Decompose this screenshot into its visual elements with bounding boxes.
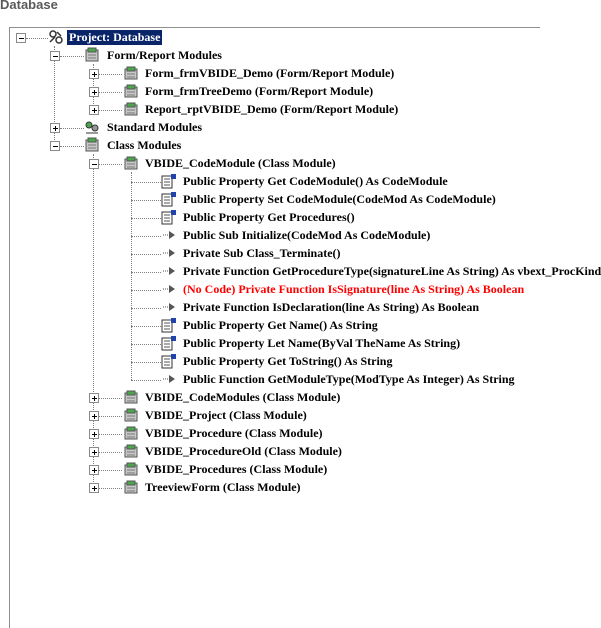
class-modules-collapse-toggle[interactable] [50,141,60,151]
codemodule-label[interactable]: VBIDE_CodeModule (Class Module) [145,156,336,170]
tree-connector [131,218,161,219]
class-module-expand-toggle[interactable] [89,483,99,493]
tree-connector [131,326,161,327]
class-module-expand-toggle[interactable] [89,429,99,439]
property-icon [161,173,177,189]
property-icon [161,317,177,333]
method-icon [161,227,177,243]
class-module-icon [123,407,139,423]
form-modules-collapse-toggle[interactable] [50,51,60,61]
form-module-label[interactable]: Form_frmVBIDE_Demo (Form/Report Module) [145,66,395,80]
tree-connector [99,164,122,165]
member-label[interactable]: Public Property Set CodeModule(CodeMod As CodeModule) [183,192,496,206]
tree-connector [99,470,122,471]
tree-connector [131,182,161,183]
tree-connector [131,172,132,380]
tree-connector [131,236,161,237]
member-label[interactable]: Public Property Get ToString() As String [183,354,393,368]
tree-root-label[interactable]: Project: Database [69,30,161,44]
member-label[interactable]: Public Property Get Name() As String [183,318,378,332]
tree-connector [60,146,84,147]
class-module-icon [123,425,139,441]
class-module-expand-toggle[interactable] [89,447,99,457]
root-collapse-toggle[interactable] [16,33,26,43]
class-module-icon [123,155,139,171]
tree-connector [60,128,84,129]
class-module-label[interactable]: TreeviewForm (Class Module) [145,480,301,494]
tree-connector [131,200,161,201]
form-module-icon [123,83,139,99]
class-module-icon [123,461,139,477]
member-label[interactable]: Public Property Get Procedures() [183,210,355,224]
form-module-label[interactable]: Form_frmTreeDemo (Form/Report Module) [145,84,374,98]
tree-connector [99,488,122,489]
form-module-expand-toggle[interactable] [89,69,99,79]
standard-modules-icon [84,119,100,135]
tree-connector [131,290,161,291]
method-icon [161,263,177,279]
method-icon [161,299,177,315]
member-label[interactable]: Public Function GetModuleType(ModType As Integer) As String [183,372,515,386]
standard-modules-expand-toggle[interactable] [50,123,60,133]
tree-connector [99,434,122,435]
tree-connector [60,56,84,57]
property-icon [161,191,177,207]
class-module-icon [123,389,139,405]
class-module-expand-toggle[interactable] [89,411,99,421]
form-module-label[interactable]: Report_rptVBIDE_Demo (Form/Report Module) [145,102,399,116]
member-label[interactable]: Private Function GetProcedureType(signatureLine As String) As vbext_ProcKind [183,264,601,278]
tree-connector [99,452,122,453]
class-module-label[interactable]: VBIDE_Project (Class Module) [145,408,307,422]
property-icon [161,353,177,369]
tree-connector [26,38,48,39]
tree-connector [99,416,122,417]
tree-connector [131,380,161,381]
form-module-expand-toggle[interactable] [89,87,99,97]
project-root-icon [48,29,64,45]
codemodule-collapse-toggle[interactable] [89,159,99,169]
member-label[interactable]: Public Property Get CodeModule() As CodeModule [183,174,448,188]
member-label[interactable]: Private Sub Class_Terminate() [183,246,341,260]
class-module-label[interactable]: VBIDE_Procedure (Class Module) [145,426,323,440]
form-module-expand-toggle[interactable] [89,105,99,115]
folder-modules-icon [84,47,100,63]
class-module-label[interactable]: VBIDE_Procedures (Class Module) [145,462,328,476]
member-label[interactable]: Private Function IsDeclaration(line As String) As Boolean [183,300,479,314]
tree-connector [131,362,161,363]
form-module-icon [123,101,139,117]
form-modules-label[interactable]: Form/Report Modules [107,48,222,62]
class-module-icon [123,443,139,459]
tree-connector [131,344,161,345]
member-label[interactable]: Public Property Let Name(ByVal TheName As String) [183,336,461,350]
class-module-icon [123,479,139,495]
method-icon [161,245,177,261]
tree-connector [131,254,161,255]
member-label[interactable]: Public Sub Initialize(CodeMod As CodeModule) [183,228,431,242]
class-module-expand-toggle[interactable] [89,465,99,475]
class-modules-label[interactable]: Class Modules [107,138,182,152]
tree-connector [131,272,161,273]
property-icon [161,209,177,225]
method-icon [161,371,177,387]
class-module-label[interactable]: VBIDE_CodeModules (Class Module) [145,390,341,404]
member-label[interactable]: (No Code) Private Function IsSignature(line As String) As Boolean [183,282,525,296]
window-caption: Database [0,0,58,12]
method-icon [161,281,177,297]
tree-connector [99,74,122,75]
tree-connector [99,398,122,399]
tree-connector [99,92,122,93]
tree-connector [131,308,161,309]
class-module-expand-toggle[interactable] [89,393,99,403]
folder-modules-icon [84,137,100,153]
property-icon [161,335,177,351]
standard-modules-label[interactable]: Standard Modules [107,120,203,134]
form-module-icon [123,65,139,81]
tree-connector [99,110,122,111]
class-module-label[interactable]: VBIDE_ProcedureOld (Class Module) [145,444,342,458]
project-treeview[interactable] [9,27,601,628]
